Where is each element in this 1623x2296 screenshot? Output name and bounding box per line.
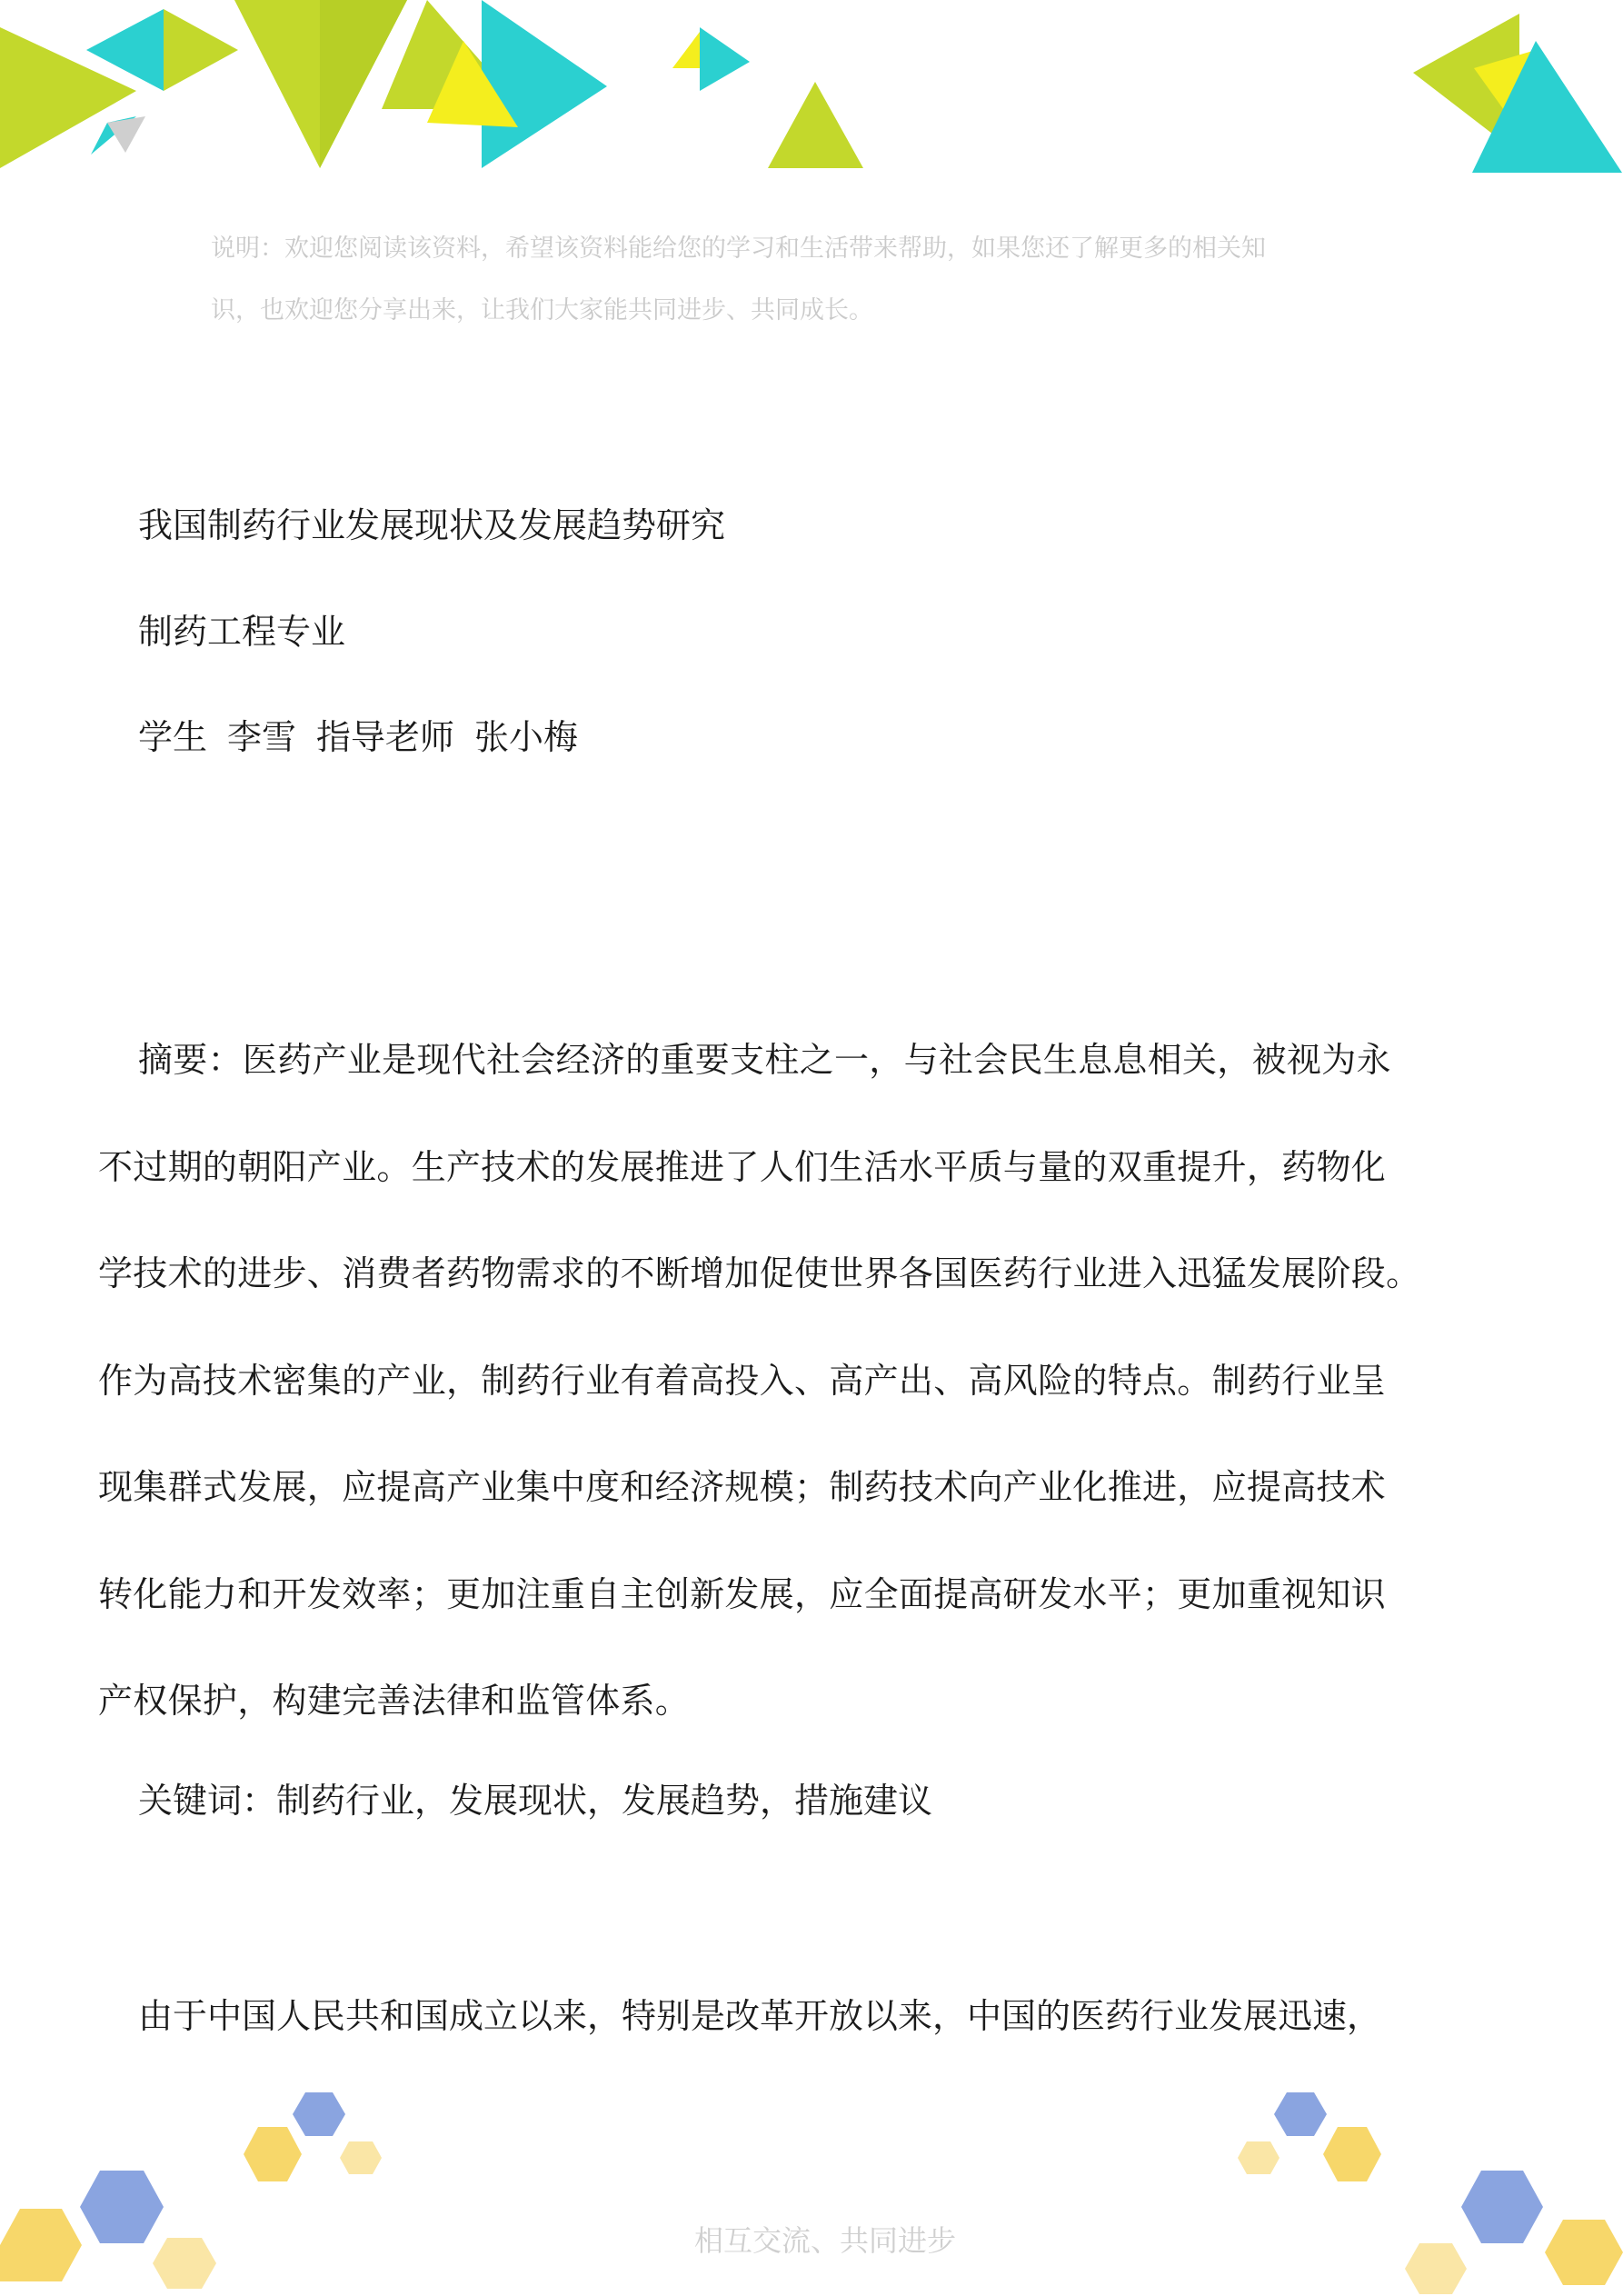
abstract-line: 学技术的进步、消费者药物需求的不断增加促使世界各国医药行业进入迅猛发展阶段。	[98, 1253, 1421, 1293]
header-decoration	[0, 0, 1623, 200]
triangle-shapes-right	[1413, 14, 1622, 173]
student-label: 学生	[138, 717, 208, 757]
triangle-shapes-left	[0, 0, 863, 168]
abstract-paragraph	[98, 1007, 1534, 1755]
authors-line	[138, 714, 578, 760]
hexagon-shapes-right	[1238, 2092, 1623, 2294]
keywords-line: 关键词：制药行业，发展现状，发展趋势，措施建议	[138, 1781, 933, 1821]
abstract-line: 作为高技术密集的产业，制药行业有着高投入、高产出、高风险的特点。制药行业呈	[98, 1360, 1387, 1401]
advisor-label: 指导老师	[316, 717, 455, 757]
reading-note-line-2: 识，也欢迎您分享出来，让我们大家能共同进步、共同成长。	[211, 296, 873, 324]
abstract-line: 摘要：医药产业是现代社会经济的重要支柱之一，与社会民生息息相关，被视为永	[138, 1040, 1391, 1080]
abstract-line: 不过期的朝阳产业。生产技术的发展推进了人们生活水平质与量的双重提升，药物化	[98, 1146, 1387, 1187]
abstract-line: 现集群式发展，应提高产业集中度和经济规模；制药技术向产业化推进，应提高技术	[98, 1467, 1387, 1507]
reading-note-line-1: 说明：欢迎您阅读该资料，希望该资料能给您的学习和生活带来帮助，如果您还了解更多的相关知	[211, 235, 1266, 263]
major-line: 制药工程专业	[138, 612, 346, 652]
body-paragraph-line: 由于中国人民共和国成立以来，特别是改革开放以来，中国的医药行业发展迅速，	[138, 1996, 1382, 2036]
footer-slogan: 相互交流、共同进步	[693, 2223, 956, 2258]
advisor-name: 张小梅	[474, 717, 579, 757]
paper-title: 我国制药行业发展现状及发展趋势研究	[138, 505, 726, 545]
abstract-line: 转化能力和开发效率；更加注重自主创新发展，应全面提高研发水平；更加重视知识	[98, 1573, 1387, 1614]
student-name: 李雪	[227, 717, 297, 757]
abstract-line: 产权保护，构建完善法律和监管体系。	[98, 1681, 691, 1721]
